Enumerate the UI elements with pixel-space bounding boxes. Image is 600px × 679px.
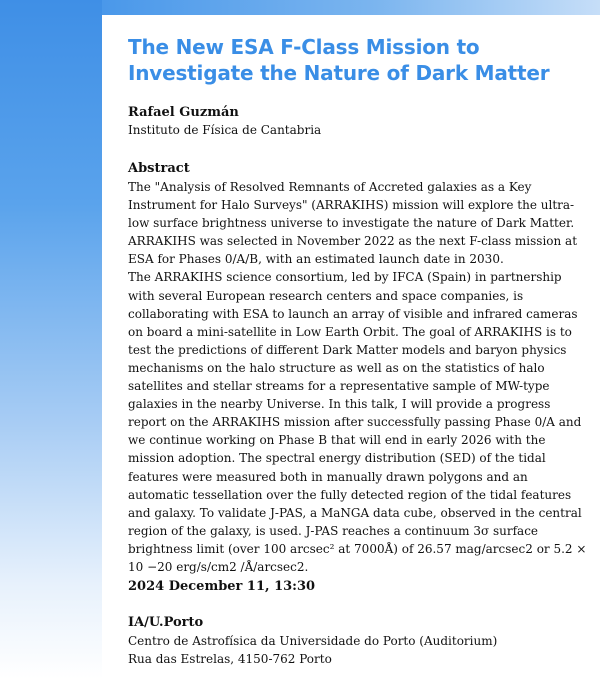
venue-address-line: Rua das Estrelas, 4150-762 Porto: [128, 652, 332, 666]
abstract-paragraph: The ARRAKIHS science consortium, led by IFCA (Spain) in partnership with several European research centers and space companies, is collaborating with ESA to launch an array of visible and infrared cameras on board a mini-satellite in Low Earth Orbit. The goal of ARRAKIHS is to test the predictions of different Dark Matter models and baryon physics mechanisms on the halo structure as well as on the statistics of halo satellites and stellar streams for a representative sample of MW-type galaxies in the nearby Universe. In this talk, I will provide a progress report on the ARRAKIHS mission after successfully passing Phase 0/A and we continue working on Phase B that will end in early 2026 with the mission adoption. The spectral energy distribution (SED) of the tidal features were measured both in manually drawn polygons and an automatic tessellation over the fully detected region of the tidal features and galaxy. To validate J-PAS, a MaNGA data cube, observed in the central region of the galaxy, is used. J-PAS reaches a continuum 3σ surface brightness limit (over 100 arcsec² at 7000Å) of 26.57 mag/arcsec2 or 5.2 × 10 −20 erg/s/cm2 /Å/arcsec2.: [128, 270, 587, 574]
author-name: Rafael Guzmán: [128, 105, 239, 120]
abstract-heading: Abstract: [128, 161, 190, 176]
venue-address-line: Centro de Astrofísica da Universidade do Porto (Auditorium): [128, 634, 498, 648]
abstract-paragraph: The "Analysis of Resolved Remnants of Accreted galaxies as a Key Instrument for Halo Surveys" (ARRAKIHS) mission will explore the ultra-low surface brightness universe to investigate the nature of Dark Matter. ARRAKIHS was selected in November 2022 as the next F-class mission at ESA for Phases 0/A/B, with an estimated launch date in 2030.: [128, 180, 578, 267]
talk-date: 2024 December 11, 13:30: [128, 579, 316, 594]
page-title: The New ESA F-Class Mission to Investigate the Nature of Dark Matter: [128, 35, 550, 85]
accent-sidebar: [0, 0, 102, 679]
accent-top-strip: [102, 0, 600, 15]
venue-name: IA/U.Porto: [128, 615, 204, 630]
author-affiliation: Instituto de Física de Cantabria: [128, 123, 322, 137]
abstract-body: [128, 178, 590, 576]
